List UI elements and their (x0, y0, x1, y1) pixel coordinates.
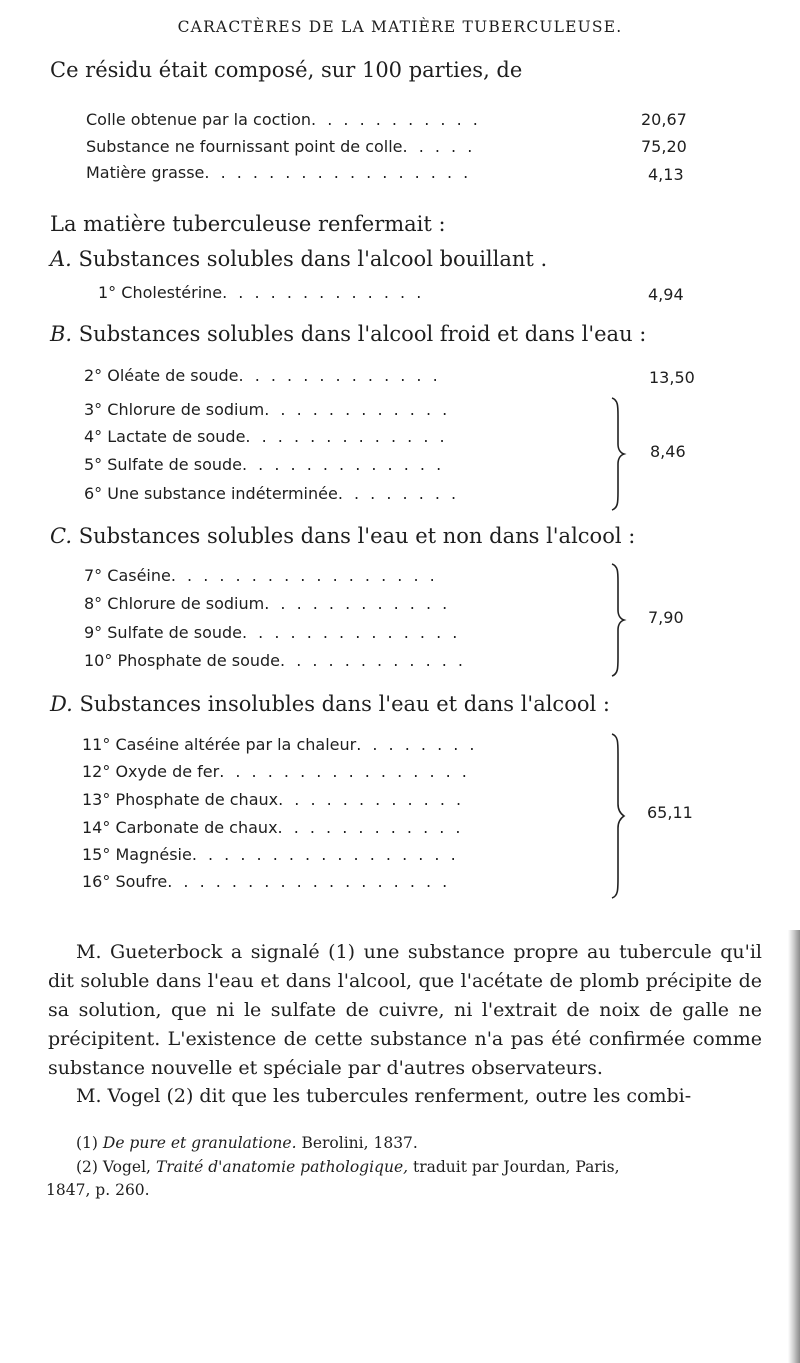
item-row (82, 818, 464, 837)
item-row (84, 651, 466, 670)
leader-dots: . . . . . . . . (337, 484, 460, 503)
section-letter: A. (50, 247, 72, 271)
row-value: 75,20 (641, 137, 687, 156)
item-label: 16° Soufre (82, 872, 168, 891)
leader-dots: . . . . . . . . . . . (311, 110, 481, 129)
item-label: 13° Phosphate de chaux (82, 790, 279, 809)
item-row (84, 484, 459, 503)
paragraph-vogel (48, 1082, 762, 1111)
footnote-2 (76, 1158, 766, 1176)
row-label: Substance ne fournissant point de colle (86, 137, 403, 156)
footnote-1 (76, 1134, 418, 1152)
leader-dots: . . . . . . . . . . . . (278, 790, 465, 809)
section-a-heading (50, 247, 547, 271)
leader-dots: . . . . . (402, 137, 476, 156)
item-row (82, 790, 464, 809)
footnote-mark: (1) (76, 1134, 98, 1152)
group-value: 7,90 (648, 608, 684, 627)
paragraph-text: M. Vogel (2) dit que les tubercules renferment, outre les combi- (76, 1085, 692, 1107)
intro-line: Ce résidu était composé, sur 100 parties, de (50, 58, 523, 82)
group-value: 65,11 (647, 803, 693, 822)
residue-row (86, 137, 475, 156)
item-label: 15° Magnésie (82, 845, 192, 864)
running-header: CARACTÈRES DE LA MATIÈRE TUBERCULEUSE. (177, 18, 623, 36)
item-label: 2° Oléate de soude (84, 366, 239, 385)
item-row (84, 623, 460, 642)
row-label: Matière grasse (86, 163, 205, 182)
footnote-title: De pure et granulatione. (102, 1134, 297, 1152)
section-title: Substances insolubles dans l'eau et dans l'alcool : (79, 692, 610, 716)
paragraph-gueterbock (48, 938, 762, 1083)
footnote-detail: Berolini, 1837. (301, 1134, 418, 1152)
leader-dots: . . . . . . . . (356, 735, 478, 754)
item-label: 6° Une substance indéterminée (84, 484, 338, 503)
paragraph-text: M. Gueterbock a signalé (1) une substance propre au tubercule qu'il dit soluble dans l'eau et dans l'alcool, que l'acétate de plomb précipite de sa solution, que ni le sulfate de cuivre, ni l'extrait de noix de galle ne précipitent. L'existence de cette substance n'a pas été confirmée comme substance nouvelle et spéciale par d'autres observateurs. (48, 941, 762, 1079)
leader-dots: . . . . . . . . . . . . . . (242, 623, 461, 642)
brace-d (608, 732, 628, 900)
item-label: 11° Caséine altérée par la chaleur (82, 735, 357, 754)
leader-dots: . . . . . . . . . . . . (264, 400, 451, 419)
footnote-detail: traduit par Jourdan, Paris, (413, 1158, 620, 1176)
item-label: 12° Oxyde de fer (82, 762, 220, 781)
section-d-heading (50, 692, 610, 716)
tuberculous-intro: La matière tuberculeuse renfermait : (50, 212, 446, 236)
item-label: 5° Sulfate de soude (84, 455, 242, 474)
item-label: 8° Chlorure de sodium (84, 594, 265, 613)
row-value: 4,13 (648, 165, 684, 184)
leader-dots: . . . . . . . . . . . . . . . . . (191, 845, 459, 864)
section-letter: B. (50, 322, 73, 346)
item-row (82, 872, 450, 891)
section-letter: D. (50, 692, 73, 716)
item-row (82, 762, 470, 781)
item-label: 7° Caséine (84, 566, 171, 585)
leader-dots: . . . . . . . . . . . . . (242, 455, 445, 474)
section-title: Substances solubles dans l'eau et non dans l'alcool : (78, 524, 636, 548)
footnote-mark: (2) (76, 1158, 98, 1176)
row-label: Colle obtenue par la coction (86, 110, 312, 129)
leader-dots: . . . . . . . . . . . . . (238, 366, 441, 385)
leader-dots: . . . . . . . . . . . . . . . . . (170, 566, 438, 585)
item-value: 13,50 (649, 368, 695, 387)
footnote-2-continued: 1847, p. 260. (46, 1181, 150, 1199)
item-row (84, 455, 444, 474)
group-value: 8,46 (650, 442, 686, 461)
brace-c (608, 562, 628, 678)
leader-dots: . . . . . . . . . . . . (280, 651, 466, 670)
leader-dots: . . . . . . . . . . . . (264, 594, 451, 613)
leader-dots: . . . . . . . . . . . . . . . . . . (167, 872, 451, 891)
item-label: 3° Chlorure de sodium (84, 400, 265, 419)
item-row (84, 427, 448, 446)
item-label: 1° Cholestérine (98, 283, 223, 302)
item-row (98, 283, 424, 302)
item-label: 14° Carbonate de chaux (82, 818, 278, 837)
item-row (84, 566, 438, 585)
item-row (84, 594, 450, 613)
footnote-author: Vogel, (102, 1158, 151, 1176)
section-title: Substances solubles dans l'alcool bouillant . (78, 247, 548, 271)
item-row (84, 366, 441, 385)
residue-row (86, 163, 471, 182)
item-label: 10° Phosphate de soude (84, 651, 281, 670)
item-label: 4° Lactate de soude (84, 427, 246, 446)
page-edge-shadow (788, 930, 800, 1363)
leader-dots: . . . . . . . . . . . . . . . . . (204, 163, 472, 182)
section-letter: C. (50, 524, 72, 548)
item-row (84, 400, 450, 419)
brace-b (608, 396, 628, 512)
item-value: 4,94 (648, 285, 684, 304)
leader-dots: . . . . . . . . . . . . (277, 818, 464, 837)
section-b-heading (50, 322, 646, 346)
section-title: Substances solubles dans l'alcool froid et dans l'eau : (78, 322, 647, 346)
item-label: 9° Sulfate de soude (84, 623, 242, 642)
item-row (82, 845, 459, 864)
section-c-heading (50, 524, 635, 548)
leader-dots: . . . . . . . . . . . . . (222, 283, 425, 302)
row-value: 20,67 (641, 110, 687, 129)
residue-row (86, 110, 481, 129)
leader-dots: . . . . . . . . . . . . . (245, 427, 448, 446)
item-row (82, 735, 478, 754)
leader-dots: . . . . . . . . . . . . . . . . (219, 762, 470, 781)
footnote-title: Traité d'anatomie pathologique, (155, 1158, 409, 1176)
